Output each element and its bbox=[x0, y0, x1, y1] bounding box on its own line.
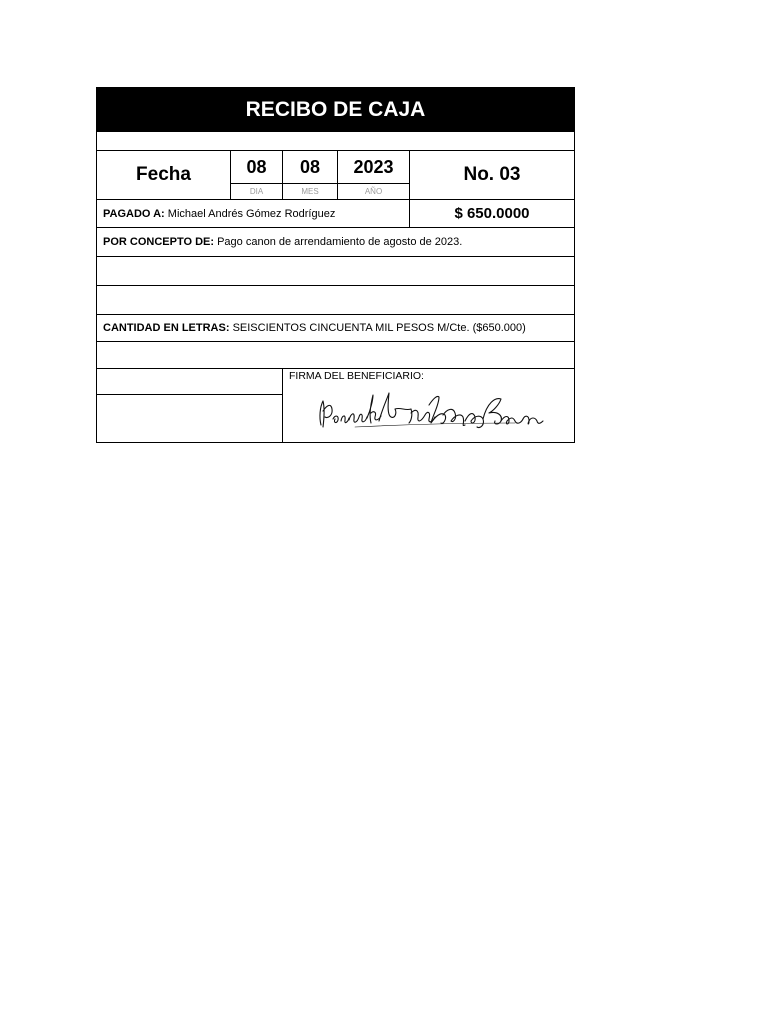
paid-to-cell bbox=[97, 200, 410, 227]
month-label: MES bbox=[301, 186, 319, 196]
year-label: AÑO bbox=[364, 186, 383, 196]
concept-row bbox=[97, 228, 574, 257]
amount-in-words-label: CANTIDAD EN LETRAS: bbox=[103, 322, 230, 334]
cash-receipt bbox=[96, 87, 575, 443]
day-cell bbox=[231, 151, 283, 199]
amount-in-words-row bbox=[97, 315, 574, 342]
blank-row bbox=[97, 132, 574, 151]
receipt-title: RECIBO DE CAJA bbox=[97, 88, 574, 132]
day-value: 08 bbox=[231, 151, 282, 184]
month-cell bbox=[283, 151, 338, 199]
signature-area bbox=[97, 369, 574, 442]
month-value: 08 bbox=[283, 151, 337, 184]
concept-value: Pago canon de arrendamiento de agosto de 2023. bbox=[217, 236, 463, 248]
beneficiary-signature-block bbox=[283, 369, 574, 442]
date-row bbox=[97, 151, 574, 200]
amount-value: $ 650.0000 bbox=[454, 205, 530, 222]
signature-left-top bbox=[97, 369, 282, 395]
receipt-number: No. 03 bbox=[463, 164, 521, 185]
year-cell bbox=[338, 151, 410, 199]
handwritten-signature bbox=[315, 389, 545, 439]
amount-in-words-value: SEISCIENTOS CINCUENTA MIL PESOS M/Cte. ($650.000) bbox=[232, 322, 526, 334]
signature-left-block bbox=[97, 369, 283, 442]
year-value: 2023 bbox=[338, 151, 409, 184]
paid-to-label: PAGADO A: bbox=[103, 207, 165, 220]
blank-row bbox=[97, 342, 574, 369]
paid-to-row bbox=[97, 200, 574, 228]
paid-to-value: Michael Andrés Gómez Rodríguez bbox=[167, 207, 336, 220]
fecha-label: Fecha bbox=[97, 151, 231, 199]
signature-label: FIRMA DEL BENEFICIARIO: bbox=[289, 370, 424, 382]
day-label: DIA bbox=[249, 186, 264, 196]
blank-row bbox=[97, 257, 574, 286]
blank-row bbox=[97, 286, 574, 315]
concept-label: POR CONCEPTO DE: bbox=[103, 236, 215, 248]
